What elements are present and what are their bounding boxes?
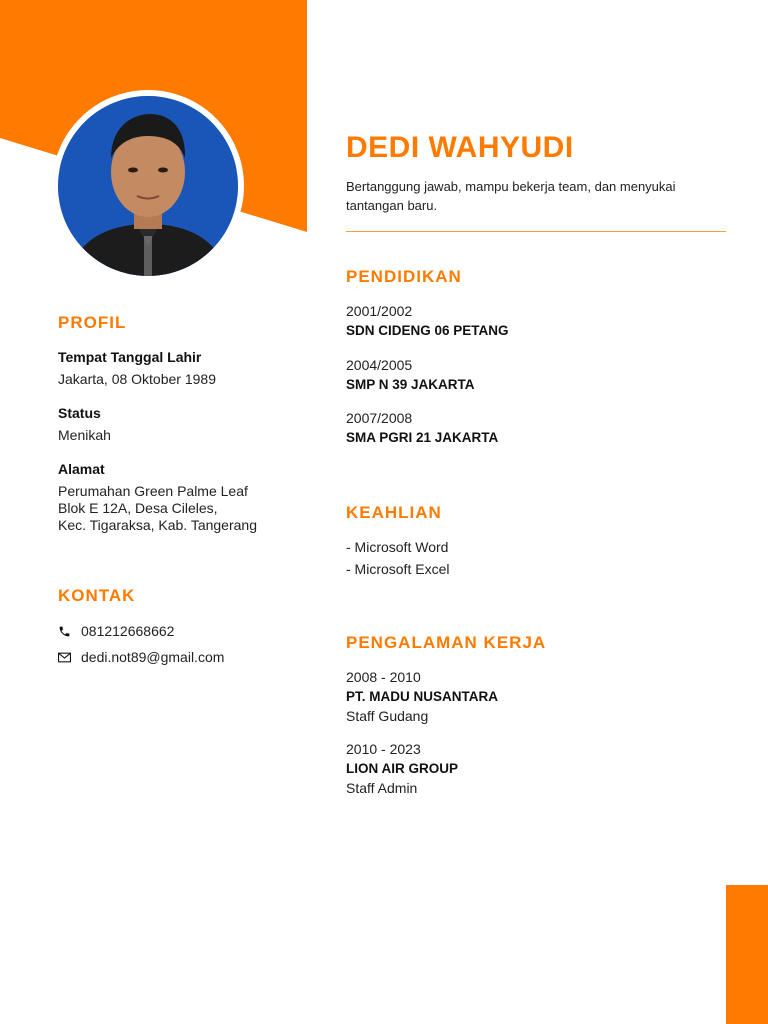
job-role-1: Staff Gudang — [346, 708, 429, 724]
experience-section-title: PENGALAMAN KERJA — [346, 633, 547, 652]
birth-value: Jakarta, 08 Oktober 1989 — [58, 371, 216, 387]
birth-label: Tempat Tanggal Lahir — [58, 349, 202, 365]
profile-photo-frame — [52, 90, 244, 282]
candidate-name: DEDI WAHYUDI — [346, 131, 574, 164]
address-line-2: Blok E 12A, Desa Cileles, — [58, 500, 218, 516]
skills-section-title: KEAHLIAN — [346, 503, 442, 522]
phone-number[interactable]: 081212668662 — [81, 623, 175, 639]
education-school-1: SDN CIDENG 06 PETANG — [346, 323, 509, 338]
status-value: Menikah — [58, 427, 111, 443]
email-row — [58, 649, 224, 665]
header-divider — [346, 231, 726, 232]
skill-item-1: - Microsoft Word — [346, 539, 449, 555]
address-line-3: Kec. Tigaraksa, Kab. Tangerang — [58, 517, 257, 533]
phone-row — [58, 623, 174, 639]
job-years-1: 2008 - 2010 — [346, 669, 421, 685]
skill-item-2: - Microsoft Excel — [346, 561, 450, 577]
mail-icon — [58, 652, 71, 663]
person-portrait-icon — [58, 96, 238, 276]
education-year-3: 2007/2008 — [346, 410, 413, 426]
education-year-2: 2004/2005 — [346, 357, 413, 373]
address-line-1: Perumahan Green Palme Leaf — [58, 483, 248, 499]
education-school-2: SMP N 39 JAKARTA — [346, 377, 475, 392]
corner-accent-bar — [726, 885, 768, 1024]
job-years-2: 2010 - 2023 — [346, 741, 421, 757]
email-address[interactable]: dedi.not89@gmail.com — [81, 649, 225, 665]
job-company-1: PT. MADU NUSANTARA — [346, 689, 498, 704]
address-label: Alamat — [58, 461, 105, 477]
job-company-2: LION AIR GROUP — [346, 761, 459, 776]
phone-icon — [58, 625, 71, 638]
job-role-2: Staff Admin — [346, 780, 418, 796]
candidate-tagline: Bertanggung jawab, mampu bekerja team, dan menyukai tantangan baru. — [346, 179, 676, 213]
contact-section-title: KONTAK — [58, 586, 136, 605]
profile-photo — [58, 96, 238, 276]
education-section-title: PENDIDIKAN — [346, 267, 462, 286]
education-school-3: SMA PGRI 21 JAKARTA — [346, 430, 499, 445]
status-label: Status — [58, 405, 101, 421]
education-year-1: 2001/2002 — [346, 303, 413, 319]
profile-section-title: PROFIL — [58, 313, 127, 332]
